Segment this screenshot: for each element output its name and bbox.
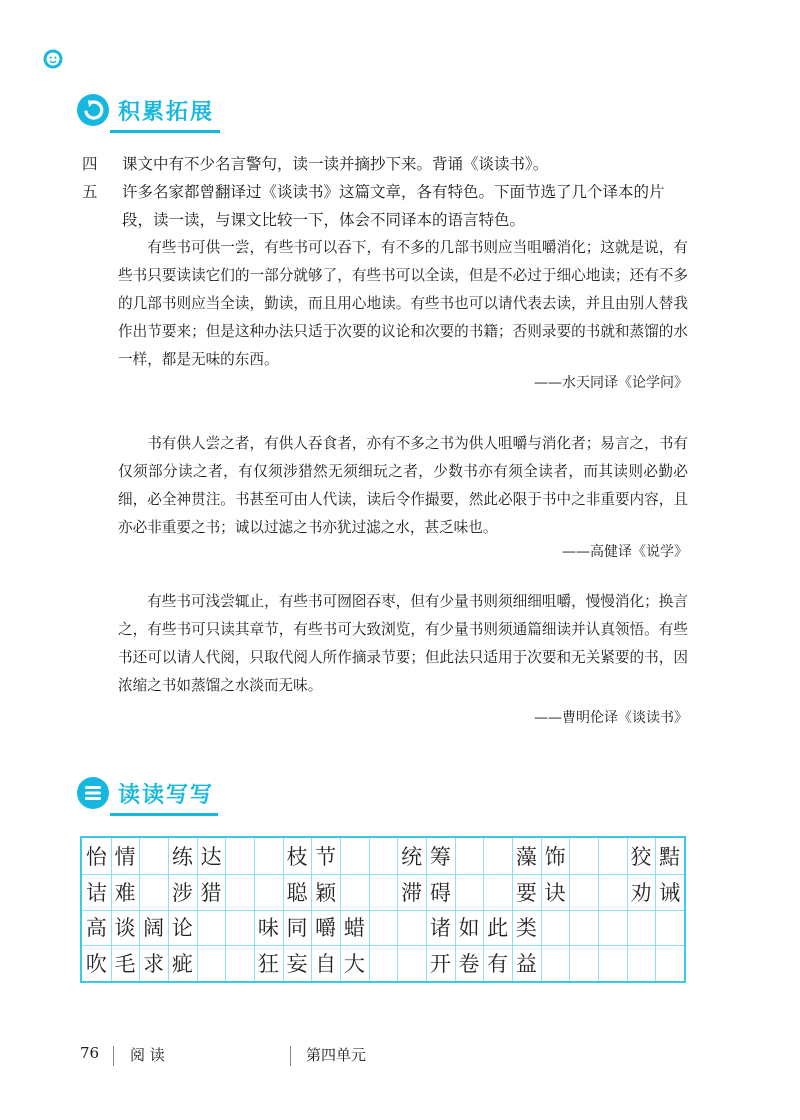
task-text: 许多名家都曾翻译过《谈读书》这篇文章，各有特色。下面节选了几个译本的片段，读一读，与课文比较一下，体会不同译本的语言特色。 (122, 183, 665, 229)
smiley-face-icon (42, 48, 64, 70)
grid-character: 开 (429, 952, 451, 977)
grid-character: 滞 (401, 880, 423, 905)
attribution: ——曹明伦译《谈读书》 (534, 710, 688, 726)
grid-character: 同 (286, 916, 308, 941)
character-grid (80, 836, 686, 983)
grid-character: 有 (487, 952, 509, 977)
grid-character: 求 (143, 952, 165, 977)
grid-character: 枝 (286, 844, 308, 869)
attribution: ——高健译《说学》 (562, 544, 688, 560)
grid-character: 节 (315, 844, 337, 869)
grid-character: 蜡 (343, 916, 365, 941)
grid-character: 情 (114, 844, 136, 869)
grid-character: 饰 (544, 844, 566, 869)
footer-divider (290, 1046, 291, 1066)
grid-character: 劝 (630, 880, 652, 905)
grid-character: 要 (515, 880, 537, 905)
task-text: 课文中有不少名言警句，读一读并摘抄下来。背诵《谈读书》。 (122, 155, 549, 173)
grid-character: 练 (171, 844, 193, 869)
grid-character: 藻 (515, 844, 537, 869)
grid-character: 怡 (85, 844, 107, 869)
grid-character: 难 (114, 880, 136, 905)
section-heading-accumulate (76, 93, 214, 127)
unit-name: 第四单元 (306, 1046, 367, 1064)
grid-character: 嚼 (315, 916, 337, 941)
title-underline (110, 130, 220, 133)
grid-character: 聪 (286, 880, 308, 905)
grid-character: 味 (257, 916, 279, 941)
title-underline (110, 813, 218, 816)
excerpt-gao-jian (118, 430, 688, 542)
grid-character: 狂 (257, 952, 279, 977)
attribution: ——水天同译《论学问》 (534, 375, 688, 391)
grid-character: 诸 (429, 916, 451, 941)
refresh-arrow-icon (76, 93, 110, 127)
grid-character: 猎 (200, 880, 222, 905)
grid-character: 阔 (143, 916, 165, 941)
section-title: 积累拓展 (118, 99, 215, 125)
page-number: 76 (80, 1044, 100, 1062)
excerpt-text: 有些书可供一尝，有些书可以吞下，有不多的几部书则应当咀嚼消化；这就是说，有些书只要读读它们的一部分就够了，有些书可以全读，但是不必过于细心地读；还有不多的几部书则应当全读，勤读，而且用心地读。有些书也可以请代表去读，并且由别人替我作出节要来；但是这种办法只适于次要的议论和次要的书籍；否则录要的书就和蒸馏的水一样，都是无味的东西。 (118, 239, 688, 368)
grid-character: 卷 (458, 952, 480, 977)
grid-character: 诫 (659, 880, 681, 905)
grid-character: 自 (315, 952, 337, 977)
grid-character: 益 (515, 952, 537, 977)
excerpt-text: 书有供人尝之者，有供人吞食者，亦有不多之书为供人咀嚼与消化者；易言之，书有仅须部分读之者，有仅须涉猎然无须细玩之者，少数书亦有须全读者，而其读则必勤必细，必全神贯注。书甚至可由人代读，读后令作撮要，然此必限于书中之非重要内容，且亦必非重要之书；诚以过滤之书亦犹过滤之水，甚乏味也。 (118, 435, 688, 536)
grid-character: 筹 (429, 844, 451, 869)
excerpt-cao-minglun (118, 588, 688, 700)
grid-character: 诘 (85, 880, 107, 905)
grid-character: 谈 (114, 916, 136, 941)
section-heading-readwrite (76, 776, 214, 810)
grid-character: 高 (85, 916, 107, 941)
grid-character: 黠 (659, 844, 681, 869)
grid-character: 碍 (429, 880, 451, 905)
grid-character: 类 (515, 916, 537, 941)
grid-character: 论 (171, 916, 193, 941)
grid-character: 妄 (286, 952, 308, 977)
grid-character: 如 (458, 916, 480, 941)
task-number: 五 (82, 183, 98, 201)
book-name: 阅 读 (130, 1046, 165, 1064)
task-number: 四 (82, 155, 98, 173)
grid-character: 此 (487, 916, 509, 941)
grid-character: 涉 (171, 880, 193, 905)
grid-character: 大 (343, 952, 365, 977)
grid-character: 诀 (544, 880, 566, 905)
grid-character: 狡 (630, 844, 652, 869)
task-four (82, 150, 688, 178)
grid-character: 统 (401, 844, 423, 869)
grid-character: 颖 (315, 880, 337, 905)
task-five (82, 178, 688, 234)
footer-divider (113, 1046, 114, 1066)
grid-character: 吹 (85, 952, 107, 977)
excerpt-shui-tiantong (118, 234, 688, 374)
grid-character: 毛 (114, 952, 136, 977)
excerpt-text: 有些书可浅尝辄止，有些书可囫囵吞枣，但有少量书则须细细咀嚼，慢慢消化；换言之，有些书可只读其章节，有些书可大致浏览，有少量书则须通篇细读并认真领悟。有些书还可以请人代阅，只取代阅人所作摘录节要；但此法只适用于次要和无关紧要的书，因浓缩之书如蒸馏之水淡而无味。 (118, 593, 688, 694)
list-lines-icon (76, 776, 110, 810)
grid-character: 达 (200, 844, 222, 869)
section-title: 读读写写 (118, 782, 215, 808)
grid-character: 疵 (171, 952, 193, 977)
